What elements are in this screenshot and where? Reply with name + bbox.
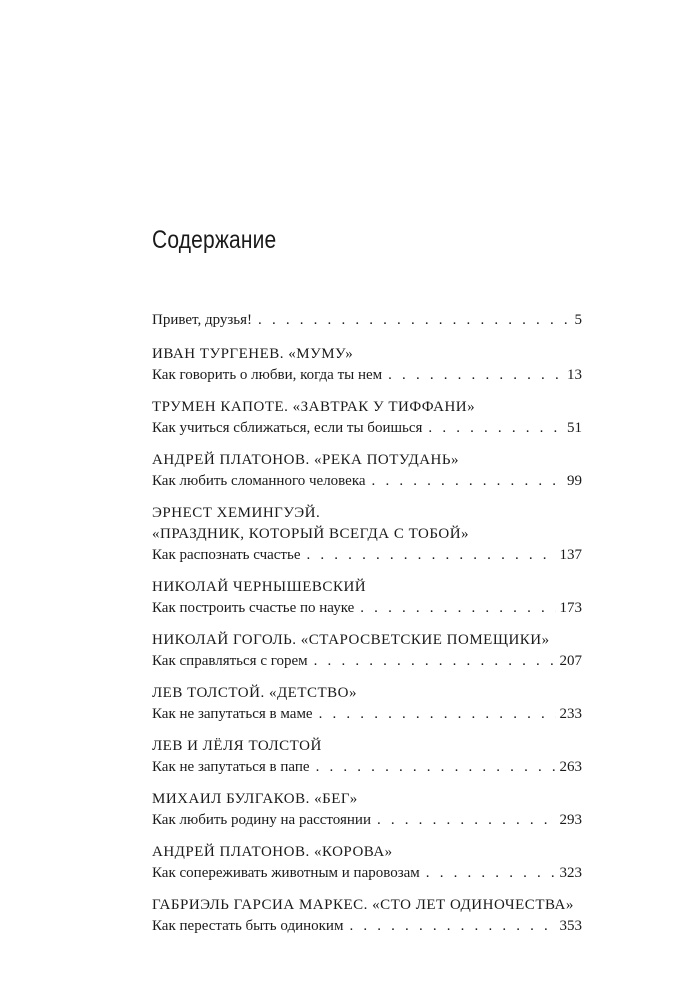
toc-chapter-title: Как говорить о любви, когда ты нем [152,367,383,383]
toc-page-number: 263 [559,759,582,775]
toc-chapter-line[interactable] [152,704,582,725]
toc-author-work: АНДРЕЙ ПЛАТОНОВ. «КОРОВА» [152,844,393,860]
dot-leader [377,810,556,831]
toc-entry [152,842,582,884]
toc-chapter-title: Как сопереживать животным и паровозам [152,865,420,881]
toc-chapter-line[interactable] [152,916,582,937]
toc-chapter-title: Привет, друзья! [152,312,253,328]
toc-chapter-line[interactable] [152,545,582,566]
toc-page-number: 233 [559,706,582,722]
toc-entry [152,683,582,725]
toc-chapter-line[interactable] [152,651,582,672]
toc-author-work: ГАБРИЭЛЬ ГАРСИА МАРКЕС. «СТО ЛЕТ ОДИНОЧЕСТВА» [152,897,574,913]
dot-leader [428,418,563,439]
toc-author-work: АНДРЕЙ ПЛАТОНОВ. «РЕКА ПОТУДАНЬ» [152,452,460,468]
toc-chapter-line[interactable] [152,365,582,386]
dot-leader [372,471,563,492]
toc-author-work: ТРУМЕН КАПОТЕ. «ЗАВТРАК У ТИФФАНИ» [152,399,476,415]
toc-chapter-line[interactable] [152,471,582,492]
toc-chapter-title: Как построить счастье по науке [152,600,355,616]
dot-leader [258,310,570,331]
dot-leader [316,757,556,778]
toc-author-work: ЛЕВ ТОЛСТОЙ. «ДЕТСТВО» [152,685,358,701]
toc-page-number: 323 [559,865,582,881]
toc-entry [152,503,582,566]
toc-author-work: ЛЕВ И ЛЁЛЯ ТОЛСТОЙ [152,738,322,754]
toc-chapter-line[interactable] [152,310,582,331]
toc-chapter-title: Как не запутаться в папе [152,759,310,775]
toc-page-number: 207 [559,653,582,669]
dot-leader [426,863,556,884]
toc-chapter-line[interactable] [152,863,582,884]
toc-author-work-continued: «ПРАЗДНИК, КОТОРЫЙ ВСЕГДА С ТОБОЙ» [152,526,470,542]
toc-author-work: ЭРНЕСТ ХЕМИНГУЭЙ. [152,505,321,521]
toc-page-number: 99 [567,473,582,489]
dot-leader [360,598,555,619]
toc-entry [152,789,582,831]
toc-chapter-title: Как любить родину на расстоянии [152,812,371,828]
toc-author-work: ИВАН ТУРГЕНЕВ. «МУМУ» [152,346,354,362]
toc-chapter-title: Как не запутаться в маме [152,706,313,722]
toc-chapter-title: Как учиться сближаться, если ты боишься [152,420,423,436]
dot-leader [306,545,555,566]
toc-entry [152,397,582,439]
toc-entry [152,344,582,386]
toc-entry [152,736,582,778]
toc-author-work: НИКОЛАЙ ГОГОЛЬ. «СТАРОСВЕТСКИЕ ПОМЕЩИКИ» [152,632,550,648]
toc-page-number: 353 [559,918,582,934]
toc-chapter-title: Как распознать счастье [152,547,301,563]
toc-author-work: МИХАИЛ БУЛГАКОВ. «БЕГ» [152,791,358,807]
dot-leader [314,651,556,672]
toc-page-number: 51 [567,420,582,436]
toc-chapter-title: Как справляться с горем [152,653,308,669]
toc-chapter-line[interactable] [152,418,582,439]
toc-entry [152,630,582,672]
toc-entry [152,895,582,937]
toc-page-number: 173 [559,600,582,616]
toc-chapter-title: Как перестать быть одиноким [152,918,344,934]
dot-leader [388,365,563,386]
toc-chapter-line[interactable] [152,810,582,831]
toc-page-number: 5 [574,312,582,328]
toc-chapter-line[interactable] [152,757,582,778]
toc-entry [152,310,582,331]
toc-chapter-line[interactable] [152,598,582,619]
toc-page-number: 13 [567,367,582,383]
toc-page-number: 293 [559,812,582,828]
toc-author-work: НИКОЛАЙ ЧЕРНЫШЕВСКИЙ [152,579,367,595]
toc-page-number: 137 [559,547,582,563]
dot-leader [349,916,555,937]
dot-leader [319,704,556,725]
table-of-contents [152,310,582,948]
toc-entry [152,577,582,619]
toc-entry [152,450,582,492]
toc-chapter-title: Как любить сломанного человека [152,473,366,489]
page-title: Содержание [152,226,277,254]
